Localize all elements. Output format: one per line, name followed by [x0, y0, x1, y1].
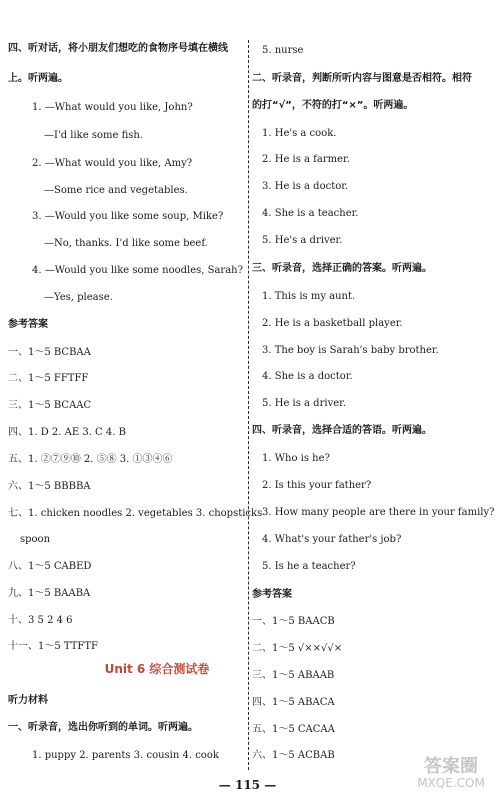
answer-line: 十一、1～5 TTFTF [8, 641, 98, 652]
section2-item: 5. He's a driver. [262, 235, 343, 246]
answer-line: 五、1. ②⑦⑨⑩ 2. ⑤⑧ 3. ①③④⑥ [8, 454, 173, 465]
watermark-text: 答案圈 [424, 756, 478, 777]
answer-line: 十、3 5 2 4 6 [8, 615, 73, 626]
answer-line: 八、1～5 CABED [8, 561, 92, 572]
section3-item: 3. The boy is Sarah's baby brother. [262, 345, 439, 356]
answer-line: 二、1～5 FFTFF [8, 373, 89, 384]
section4-item: 2. Is this your father? [262, 480, 372, 491]
section2-heading-line2: 的打“√”，不符的打“×”。听两遍。 [252, 100, 414, 111]
dialog-question: 3. —Would you like some soup, Mike? [32, 211, 224, 222]
section1-item5: 5. nurse [262, 45, 304, 56]
site-watermark-logo [410, 752, 492, 796]
page-number: — 115 — [218, 778, 277, 792]
section4-item: 5. Is he a teacher? [262, 561, 356, 572]
section2-item: 3. He is a doctor. [262, 181, 349, 192]
answer-line: 九、1～5 BAABA [8, 588, 91, 599]
section4-heading-line1: 四、听对话，将小朋友们想吃的食物序号填在横线 [8, 43, 228, 54]
watermark-url: MXQE.COM [417, 776, 485, 790]
answer-line: 六、1～5 BBBBA [8, 481, 91, 492]
section4-heading: 四、听录音，选择合适的答语。听两遍。 [252, 425, 432, 436]
dialog-question: 4. —Would you like some noodles, Sarah? [32, 265, 243, 276]
section2-heading-line1: 二、听录音，判断所听内容与图意是否相符。相符 [252, 73, 472, 84]
answers-heading: 参考答案 [8, 319, 48, 330]
section4-item: 1. Who is he? [262, 453, 330, 464]
answer-line: 三、1～5 BCAAC [8, 400, 92, 411]
section3-item: 5. He is a driver. [262, 398, 346, 409]
section3-item: 4. She is a doctor. [262, 371, 353, 382]
answer-line: 五、1～5 CACAA [252, 724, 335, 735]
dialog-answer: —Yes, please. [44, 292, 113, 303]
section2-item: 1. He's a cook. [262, 128, 337, 139]
section4-item: 3. How many people are there in your family? [262, 507, 495, 518]
dialog-answer: —Some rice and vegetables. [44, 185, 188, 196]
answer-line: 二、1～5 √××√√× [252, 643, 343, 654]
unit-title: Unit 6 综合测试卷 [104, 662, 210, 676]
dialog-answer: —I'd like some fish. [44, 130, 143, 141]
section1-heading: 一、听录音，选出你听到的单词。听两遍。 [8, 722, 198, 733]
section3-item: 2. He is a basketball player. [262, 318, 403, 329]
listening-material-heading: 听力材料 [8, 695, 48, 706]
answer-line: 一、1～5 BAACB [252, 616, 335, 627]
answer-line: 七、1. chicken noodles 2. vegetables 3. chopsticks [8, 508, 263, 519]
dialog-question: 2. —What would you like, Amy? [32, 158, 193, 169]
answer-line: 一、1～5 BCBAA [8, 347, 91, 358]
answer-line: 三、1～5 ABAAB [252, 670, 335, 681]
answers-heading: 参考答案 [252, 589, 292, 600]
dialog-answer: —No, thanks. I'd like some beef. [44, 238, 208, 249]
column-divider [248, 40, 249, 770]
dialog-question: 1. —What would you like, John? [32, 102, 193, 113]
answer-line: 四、1～5 ABACA [252, 697, 335, 708]
section4-heading-line2: 上。听两遍。 [8, 73, 68, 84]
answer-line: 六、1～5 ACBAB [252, 750, 335, 761]
section2-item: 2. He is a farmer. [262, 154, 350, 165]
answer-line: spoon [20, 534, 51, 545]
answer-line: 四、1. D 2. AE 3. C 4. B [8, 427, 126, 438]
section1-items: 1. puppy 2. parents 3. cousin 4. cook [32, 750, 219, 761]
section2-item: 4. She is a teacher. [262, 208, 359, 219]
section3-heading: 三、听录音，选择正确的答案。听两遍。 [252, 263, 432, 274]
section4-item: 4. What's your father's job? [262, 534, 402, 545]
section3-item: 1. This is my aunt. [262, 291, 356, 302]
